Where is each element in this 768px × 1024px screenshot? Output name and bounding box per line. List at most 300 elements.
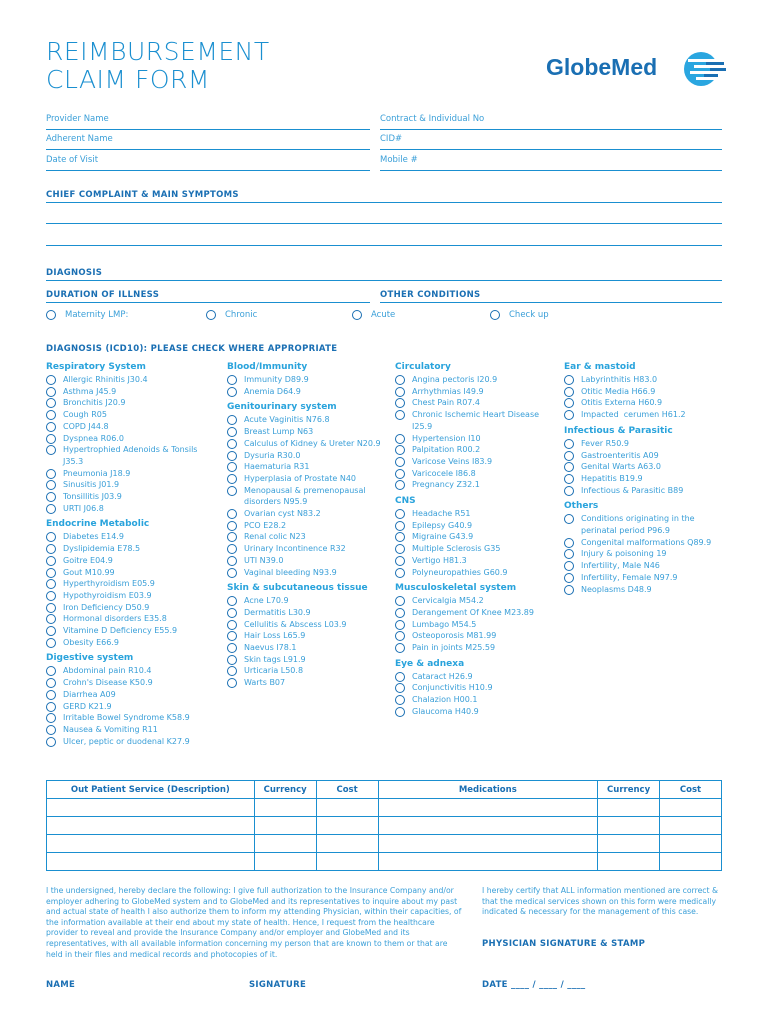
diagnosis-checkbox[interactable] bbox=[227, 677, 397, 689]
diagnosis-checkbox[interactable] bbox=[564, 537, 734, 549]
diagnosis-label: PCO E28.2 bbox=[244, 520, 287, 530]
table-cell[interactable] bbox=[254, 799, 316, 817]
table-cell[interactable] bbox=[316, 835, 378, 853]
service-table bbox=[46, 780, 722, 871]
radio-circle-icon bbox=[395, 469, 405, 479]
diagnosis-checkbox[interactable] bbox=[227, 473, 397, 485]
mobile-field[interactable]: Mobile # bbox=[380, 151, 722, 171]
table-cell[interactable] bbox=[598, 799, 660, 817]
radio-circle-icon bbox=[564, 585, 574, 595]
diagnosis-checkbox[interactable] bbox=[46, 637, 216, 649]
diagnosis-checkbox[interactable] bbox=[46, 433, 216, 445]
diagnosis-label: Sinusitis J01.9 bbox=[63, 480, 120, 490]
diagnosis-label: Fever R50.9 bbox=[581, 438, 629, 448]
diagnosis-label: Menopausal & premenopausal disorders N95.9 bbox=[244, 485, 366, 507]
radio-circle-icon bbox=[46, 387, 56, 397]
diagnosis-checkbox[interactable] bbox=[227, 665, 397, 677]
diagnosis-label: Warts B07 bbox=[244, 678, 286, 688]
diagnosis-checkbox[interactable] bbox=[227, 508, 397, 520]
table-cell[interactable] bbox=[316, 853, 378, 871]
table-cell[interactable] bbox=[47, 835, 255, 853]
radio-circle-icon bbox=[564, 451, 574, 461]
diagnosis-label: Hypertrophied Adenoids & Tonsils J35.3 bbox=[63, 445, 198, 466]
diagnosis-checkbox[interactable] bbox=[227, 595, 397, 607]
diagnosis-checkbox[interactable] bbox=[46, 712, 216, 724]
diagnosis-label: Pain in joints M25.59 bbox=[412, 643, 496, 653]
diagnosis-label: Dyspnea R06.0 bbox=[63, 433, 124, 443]
diagnosis-label: Lumbago M54.5 bbox=[412, 619, 477, 629]
diagnosis-label: Allergic Rhinitis J30.4 bbox=[63, 375, 148, 384]
name-label: NAME bbox=[46, 980, 76, 990]
diagnosis-label: Vaginal bleeding N93.9 bbox=[244, 567, 337, 577]
radio-circle-icon bbox=[395, 568, 405, 578]
radio-circle-icon bbox=[564, 474, 574, 484]
adherent-name-field[interactable]: Adherent Name bbox=[46, 130, 370, 150]
table-header-row bbox=[47, 781, 722, 799]
diagnosis-checkbox[interactable] bbox=[227, 374, 397, 386]
condition-acute[interactable]: Acute bbox=[352, 310, 395, 320]
diagnosis-label: Infectious & Parasitic B89 bbox=[581, 485, 684, 495]
diagnosis-label: Hepatitis B19.9 bbox=[581, 473, 643, 483]
diagnosis-checkbox[interactable] bbox=[395, 520, 565, 532]
diagnosis-checkbox[interactable] bbox=[46, 491, 216, 503]
table-cell[interactable] bbox=[47, 799, 255, 817]
table-cell[interactable] bbox=[378, 853, 598, 871]
diagnosis-checkbox[interactable] bbox=[395, 642, 565, 654]
diagnosis-label: Palpitation R00.2 bbox=[412, 445, 481, 455]
duration-line[interactable] bbox=[46, 302, 370, 303]
diagnosis-label: Headache R51 bbox=[412, 509, 471, 519]
diagnosis-label: Breast Lump N63 bbox=[244, 427, 314, 437]
category-musculoskeletal-system: Musculoskeletal system bbox=[395, 583, 517, 594]
diagnosis-checkbox[interactable] bbox=[395, 409, 565, 432]
table-cell[interactable] bbox=[254, 835, 316, 853]
diagnosis-label: Neoplasms D48.9 bbox=[581, 584, 652, 594]
contract-no-field[interactable]: Contract & Individual No bbox=[380, 110, 722, 130]
diagnosis-checkbox[interactable] bbox=[46, 374, 216, 386]
diagnosis-checkbox[interactable] bbox=[227, 543, 397, 555]
diagnosis-checkbox[interactable] bbox=[395, 694, 565, 706]
category-others: Others bbox=[564, 501, 599, 512]
category-ear-mastoid: Ear & mastoid bbox=[564, 362, 636, 372]
radio-circle-icon bbox=[227, 387, 237, 397]
radio-circle-icon bbox=[46, 638, 56, 648]
category-digestive-system: Digestive system bbox=[46, 653, 134, 664]
diagnosis-checkbox[interactable] bbox=[395, 508, 565, 520]
icd-column-3 bbox=[395, 362, 565, 718]
diagnosis-label: Hyperplasia of Prostate N40 bbox=[244, 473, 356, 483]
diagnosis-line[interactable] bbox=[46, 280, 722, 281]
radio-circle-icon bbox=[227, 509, 237, 519]
diagnosis-checkbox[interactable] bbox=[395, 397, 565, 409]
diagnosis-label: Nausea & Vomiting R11 bbox=[63, 724, 158, 734]
diagnosis-label: Dysuria R30.0 bbox=[244, 450, 301, 460]
diagnosis-label: Chest Pain R07.4 bbox=[412, 398, 480, 408]
physician-signature-label: PHYSICIAN SIGNATURE & STAMP bbox=[482, 939, 646, 949]
radio-circle-icon bbox=[395, 683, 405, 693]
table-row bbox=[47, 799, 722, 817]
radio-circle-icon bbox=[227, 596, 237, 606]
radio-circle-icon bbox=[395, 521, 405, 531]
radio-circle-icon bbox=[395, 608, 405, 618]
diagnosis-checkbox[interactable] bbox=[227, 438, 397, 450]
diagnosis-checkbox[interactable] bbox=[395, 555, 565, 567]
radio-circle-icon bbox=[395, 707, 405, 717]
radio-circle-icon bbox=[46, 469, 56, 479]
diagnosis-checkbox[interactable] bbox=[564, 409, 734, 421]
diagnosis-checkbox[interactable] bbox=[46, 567, 216, 579]
header-cost: Cost bbox=[660, 781, 722, 799]
table-cell[interactable] bbox=[660, 799, 722, 817]
other-conditions-line[interactable] bbox=[380, 302, 722, 303]
radio-circle-icon bbox=[46, 445, 56, 455]
radio-circle-icon bbox=[227, 655, 237, 665]
condition-maternity[interactable]: Maternity LMP: bbox=[46, 310, 128, 320]
condition-check-up[interactable]: Check up bbox=[490, 310, 549, 320]
table-cell[interactable] bbox=[378, 817, 598, 835]
diagnosis-checkbox[interactable] bbox=[46, 468, 216, 480]
diagnosis-label: Genital Warts A63.0 bbox=[581, 462, 661, 472]
diagnosis-label: Calculus of Kidney & Ureter N20.9 bbox=[244, 438, 381, 448]
radio-circle-icon bbox=[227, 532, 237, 542]
diagnosis-label: Dyslipidemia E78.5 bbox=[63, 544, 141, 554]
diagnosis-label: COPD J44.8 bbox=[63, 421, 109, 431]
category-genitourinary-system: Genitourinary system bbox=[227, 402, 337, 413]
diagnosis-label: Varicose Veins I83.9 bbox=[412, 456, 493, 466]
category-infectious-parasitic: Infectious & Parasitic bbox=[564, 425, 673, 436]
radio-circle-icon bbox=[46, 398, 56, 408]
table-cell[interactable] bbox=[660, 853, 722, 871]
diagnosis-label: Obesity E66.9 bbox=[63, 637, 119, 647]
radio-circle-icon bbox=[227, 486, 237, 496]
diagnosis-checkbox[interactable] bbox=[46, 386, 216, 398]
diagnosis-checkbox[interactable] bbox=[227, 386, 397, 398]
radio-circle-icon bbox=[395, 532, 405, 542]
diagnosis-checkbox[interactable] bbox=[46, 409, 216, 421]
diagnosis-checkbox[interactable] bbox=[46, 397, 216, 409]
form-title bbox=[46, 38, 270, 94]
radio-circle-icon bbox=[227, 462, 237, 472]
radio-circle-icon bbox=[227, 666, 237, 676]
diagnosis-label: Chalazion H00.1 bbox=[412, 695, 478, 705]
radio-circle-icon bbox=[395, 643, 405, 653]
diagnosis-checkbox[interactable] bbox=[564, 438, 734, 450]
diagnosis-checkbox[interactable] bbox=[395, 479, 565, 491]
radio-circle-icon bbox=[227, 620, 237, 630]
diagnosis-checkbox[interactable] bbox=[46, 613, 216, 625]
diagnosis-label: Vertigo H81.3 bbox=[412, 555, 467, 565]
diagnosis-checkbox[interactable] bbox=[46, 531, 216, 543]
radio-circle-icon bbox=[564, 573, 574, 583]
icd10-heading: DIAGNOSIS (ICD10): PLEASE CHECK WHERE APPROPRIATE bbox=[46, 344, 338, 354]
diagnosis-heading: DIAGNOSIS bbox=[46, 268, 103, 278]
table-cell[interactable] bbox=[378, 799, 598, 817]
radio-circle-icon bbox=[46, 480, 56, 490]
radio-circle-icon bbox=[395, 387, 405, 397]
radio-circle-icon bbox=[395, 398, 405, 408]
diagnosis-label: Multiple Sclerosis G35 bbox=[412, 544, 501, 554]
table-cell[interactable] bbox=[598, 817, 660, 835]
diagnosis-checkbox[interactable] bbox=[395, 671, 565, 683]
diagnosis-checkbox[interactable] bbox=[46, 689, 216, 701]
diagnosis-label: Gastroenteritis A09 bbox=[581, 450, 659, 460]
diagnosis-checkbox[interactable] bbox=[227, 531, 397, 543]
radio-circle-icon bbox=[227, 678, 237, 688]
diagnosis-label: Impacted cerumen H61.2 bbox=[581, 410, 686, 420]
radio-circle-icon bbox=[395, 695, 405, 705]
diagnosis-checkbox[interactable] bbox=[46, 421, 216, 433]
diagnosis-checkbox[interactable] bbox=[395, 468, 565, 480]
diagnosis-checkbox[interactable] bbox=[395, 444, 565, 456]
radio-circle-icon bbox=[46, 579, 56, 589]
diagnosis-label: Asthma J45.9 bbox=[63, 386, 117, 396]
header-cost: Cost bbox=[316, 781, 378, 799]
diagnosis-checkbox[interactable] bbox=[46, 444, 216, 467]
radio-circle-icon bbox=[227, 439, 237, 449]
category-eye-adnexa: Eye & adnexa bbox=[395, 658, 465, 669]
diagnosis-checkbox[interactable] bbox=[395, 706, 565, 718]
radio-circle-icon bbox=[564, 387, 574, 397]
diagnosis-checkbox[interactable] bbox=[395, 456, 565, 468]
diagnosis-checkbox[interactable] bbox=[227, 567, 397, 579]
diagnosis-label: Conjunctivitis H10.9 bbox=[412, 683, 493, 693]
diagnosis-checkbox[interactable] bbox=[46, 736, 216, 748]
radio-circle-icon bbox=[395, 375, 405, 385]
diagnosis-label: Urinary Incontinence R32 bbox=[244, 544, 346, 554]
diagnosis-label: Hair Loss L65.9 bbox=[244, 631, 306, 641]
diagnosis-label: Otitic Media H66.9 bbox=[581, 386, 656, 396]
radio-circle-icon bbox=[227, 631, 237, 641]
radio-circle-icon bbox=[46, 504, 56, 514]
icd-column-2 bbox=[227, 362, 397, 689]
diagnosis-checkbox[interactable] bbox=[564, 485, 734, 497]
diagnosis-label: Hypothyroidism E03.9 bbox=[63, 590, 152, 600]
diagnosis-label: Acute Vaginitis N76.8 bbox=[244, 415, 330, 425]
diagnosis-label: Acne L70.9 bbox=[244, 596, 289, 606]
diagnosis-checkbox[interactable] bbox=[46, 677, 216, 689]
diagnosis-label: Anemia D64.9 bbox=[244, 386, 301, 396]
diagnosis-checkbox[interactable] bbox=[46, 590, 216, 602]
globemed-logo-icon bbox=[682, 50, 730, 92]
diagnosis-label: Hyperthyroidism E05.9 bbox=[63, 579, 155, 589]
diagnosis-label: Varicocele I86.8 bbox=[412, 468, 476, 478]
diagnosis-checkbox[interactable] bbox=[227, 619, 397, 631]
diagnosis-checkbox[interactable] bbox=[227, 642, 397, 654]
diagnosis-label: Renal colic N23 bbox=[244, 532, 306, 542]
diagnosis-checkbox[interactable] bbox=[227, 426, 397, 438]
diagnosis-checkbox[interactable] bbox=[227, 654, 397, 666]
diagnosis-checkbox[interactable] bbox=[564, 473, 734, 485]
radio-circle-icon bbox=[227, 643, 237, 653]
radio-circle-icon bbox=[564, 486, 574, 496]
diagnosis-label: Derangement Of Knee M23.89 bbox=[412, 607, 534, 617]
radio-circle-icon bbox=[227, 451, 237, 461]
diagnosis-label: Glaucoma H40.9 bbox=[412, 706, 479, 716]
diagnosis-checkbox[interactable] bbox=[395, 682, 565, 694]
other-conditions-heading: OTHER CONDITIONS bbox=[380, 290, 481, 300]
diagnosis-label: Pregnancy Z32.1 bbox=[412, 480, 480, 490]
diagnosis-label: Irritable Bowel Syndrome K58.9 bbox=[63, 713, 190, 723]
diagnosis-label: Abdominal pain R10.4 bbox=[63, 666, 152, 676]
diagnosis-checkbox[interactable] bbox=[564, 450, 734, 462]
category-skin-subcutaneous-tissue: Skin & subcutaneous tissue bbox=[227, 583, 368, 594]
diagnosis-label: Diarrhea A09 bbox=[63, 689, 116, 699]
table-row bbox=[47, 853, 722, 871]
title-line2: CLAIM FORM bbox=[46, 65, 210, 94]
complaint-line[interactable] bbox=[46, 223, 722, 224]
category-circulatory: Circulatory bbox=[395, 362, 451, 372]
table-cell[interactable] bbox=[47, 817, 255, 835]
radio-circle-icon bbox=[46, 713, 56, 723]
diagnosis-checkbox[interactable] bbox=[564, 397, 734, 409]
diagnosis-checkbox[interactable] bbox=[395, 567, 565, 579]
diagnosis-checkbox[interactable] bbox=[564, 572, 734, 584]
table-cell[interactable] bbox=[598, 835, 660, 853]
table-cell[interactable] bbox=[660, 835, 722, 853]
radio-circle-icon bbox=[564, 398, 574, 408]
diagnosis-checkbox[interactable] bbox=[564, 386, 734, 398]
header-currency: Currency bbox=[254, 781, 316, 799]
table-cell[interactable] bbox=[316, 799, 378, 817]
diagnosis-checkbox[interactable] bbox=[395, 433, 565, 445]
table-row bbox=[47, 835, 722, 853]
diagnosis-checkbox[interactable] bbox=[227, 414, 397, 426]
diagnosis-label: Skin tags L91.9 bbox=[244, 654, 306, 664]
diagnosis-label: Crohn's Disease K50.9 bbox=[63, 678, 153, 688]
diagnosis-checkbox[interactable] bbox=[46, 578, 216, 590]
condition-chronic[interactable]: Chronic bbox=[206, 310, 257, 320]
table-cell[interactable] bbox=[660, 817, 722, 835]
diagnosis-checkbox[interactable] bbox=[46, 701, 216, 713]
provider-name-field[interactable]: Provider Name bbox=[46, 110, 370, 130]
radio-circle-icon bbox=[395, 509, 405, 519]
diagnosis-label: Naevus I78.1 bbox=[244, 643, 297, 653]
radio-circle-icon bbox=[395, 410, 405, 420]
duration-heading: DURATION OF ILLNESS bbox=[46, 290, 160, 300]
radio-circle-icon bbox=[564, 561, 574, 571]
diagnosis-checkbox[interactable] bbox=[395, 374, 565, 386]
diagnosis-checkbox[interactable] bbox=[46, 479, 216, 491]
diagnosis-checkbox[interactable] bbox=[395, 543, 565, 555]
diagnosis-checkbox[interactable] bbox=[395, 595, 565, 607]
radio-circle-icon bbox=[564, 514, 574, 524]
diagnosis-checkbox[interactable] bbox=[395, 386, 565, 398]
diagnosis-checkbox[interactable] bbox=[564, 548, 734, 560]
diagnosis-checkbox[interactable] bbox=[46, 665, 216, 677]
radio-circle-icon bbox=[46, 532, 56, 542]
category-respiratory-system: Respiratory System bbox=[46, 362, 146, 372]
diagnosis-checkbox[interactable] bbox=[395, 619, 565, 631]
diagnosis-checkbox[interactable] bbox=[564, 374, 734, 386]
diagnosis-label: Osteoporosis M81.99 bbox=[412, 631, 497, 641]
diagnosis-checkbox[interactable] bbox=[46, 503, 216, 515]
diagnosis-label: Ovarian cyst N83.2 bbox=[244, 509, 321, 519]
icd-column-4 bbox=[564, 362, 734, 595]
table-cell[interactable] bbox=[378, 835, 598, 853]
radio-circle-icon bbox=[46, 422, 56, 432]
diagnosis-checkbox[interactable] bbox=[564, 513, 734, 536]
table-cell[interactable] bbox=[254, 853, 316, 871]
table-cell[interactable] bbox=[598, 853, 660, 871]
diagnosis-checkbox[interactable] bbox=[46, 555, 216, 567]
radio-circle-icon bbox=[564, 538, 574, 548]
radio-circle-icon bbox=[227, 375, 237, 385]
radio-circle-icon bbox=[395, 544, 405, 554]
diagnosis-label: UTI N39.0 bbox=[244, 555, 284, 565]
diagnosis-checkbox[interactable] bbox=[564, 584, 734, 596]
radio-circle-icon bbox=[564, 439, 574, 449]
diagnosis-label: Otitis Externa H60.9 bbox=[581, 398, 663, 408]
diagnosis-label: GERD K21.9 bbox=[63, 701, 112, 711]
brand-name: GlobeMed bbox=[546, 54, 658, 80]
diagnosis-label: Chronic Ischemic Heart Disease I25.9 bbox=[412, 410, 540, 431]
diagnosis-label: Ulcer, peptic or duodenal K27.9 bbox=[63, 736, 190, 746]
diagnosis-label: Polyneuropathies G60.9 bbox=[412, 567, 508, 577]
diagnosis-checkbox[interactable] bbox=[564, 560, 734, 572]
table-cell[interactable] bbox=[254, 817, 316, 835]
radio-circle-icon bbox=[46, 434, 56, 444]
category-endocrine-metabolic: Endocrine Metabolic bbox=[46, 519, 150, 530]
diagnosis-checkbox[interactable] bbox=[395, 630, 565, 642]
diagnosis-label: Epilepsy G40.9 bbox=[412, 520, 473, 530]
diagnosis-checkbox[interactable] bbox=[46, 543, 216, 555]
diagnosis-checkbox[interactable] bbox=[227, 450, 397, 462]
diagnosis-checkbox[interactable] bbox=[46, 724, 216, 736]
table-cell[interactable] bbox=[316, 817, 378, 835]
complaint-line[interactable] bbox=[46, 245, 722, 246]
diagnosis-label: Injury & poisoning 19 bbox=[581, 549, 667, 559]
radio-circle-icon bbox=[395, 596, 405, 606]
diagnosis-label: Cataract H26.9 bbox=[412, 671, 473, 681]
radio-circle-icon bbox=[227, 521, 237, 531]
cid-field[interactable]: CID# bbox=[380, 130, 722, 150]
radio-circle-icon bbox=[46, 591, 56, 601]
table-row bbox=[47, 817, 722, 835]
radio-circle-icon bbox=[352, 310, 362, 320]
diagnosis-label: Bronchitis J20.9 bbox=[63, 398, 126, 408]
radio-circle-icon bbox=[46, 603, 56, 613]
radio-circle-icon bbox=[395, 631, 405, 641]
diagnosis-label: Cellulitis & Abscess L03.9 bbox=[244, 619, 347, 629]
diagnosis-checkbox[interactable] bbox=[46, 602, 216, 614]
diagnosis-checkbox[interactable] bbox=[395, 607, 565, 619]
radio-circle-icon bbox=[46, 690, 56, 700]
diagnosis-checkbox[interactable] bbox=[227, 630, 397, 642]
diagnosis-checkbox[interactable] bbox=[227, 485, 397, 508]
table-cell[interactable] bbox=[47, 853, 255, 871]
diagnosis-label: Gout M10.99 bbox=[63, 567, 115, 577]
category-cns: CNS bbox=[395, 496, 416, 507]
chief-complaint-heading: CHIEF COMPLAINT & MAIN SYMPTOMS bbox=[46, 190, 239, 200]
diagnosis-checkbox[interactable] bbox=[395, 531, 565, 543]
title-line1: REIMBURSEMENT bbox=[46, 37, 270, 66]
radio-circle-icon bbox=[227, 556, 237, 566]
radio-circle-icon bbox=[46, 310, 56, 320]
radio-circle-icon bbox=[227, 415, 237, 425]
diagnosis-label: Cervicalgia M54.2 bbox=[412, 596, 484, 606]
diagnosis-checkbox[interactable] bbox=[227, 555, 397, 567]
diagnosis-checkbox[interactable] bbox=[227, 461, 397, 473]
diagnosis-checkbox[interactable] bbox=[564, 461, 734, 473]
diagnosis-checkbox[interactable] bbox=[227, 520, 397, 532]
date-of-visit-field[interactable]: Date of Visit bbox=[46, 151, 370, 171]
diagnosis-checkbox[interactable] bbox=[227, 607, 397, 619]
header-currency: Currency bbox=[598, 781, 660, 799]
radio-circle-icon bbox=[46, 666, 56, 676]
diagnosis-checkbox[interactable] bbox=[46, 625, 216, 637]
diagnosis-label: URTI J06.8 bbox=[63, 503, 104, 513]
diagnosis-label: Infertility, Male N46 bbox=[581, 561, 660, 571]
